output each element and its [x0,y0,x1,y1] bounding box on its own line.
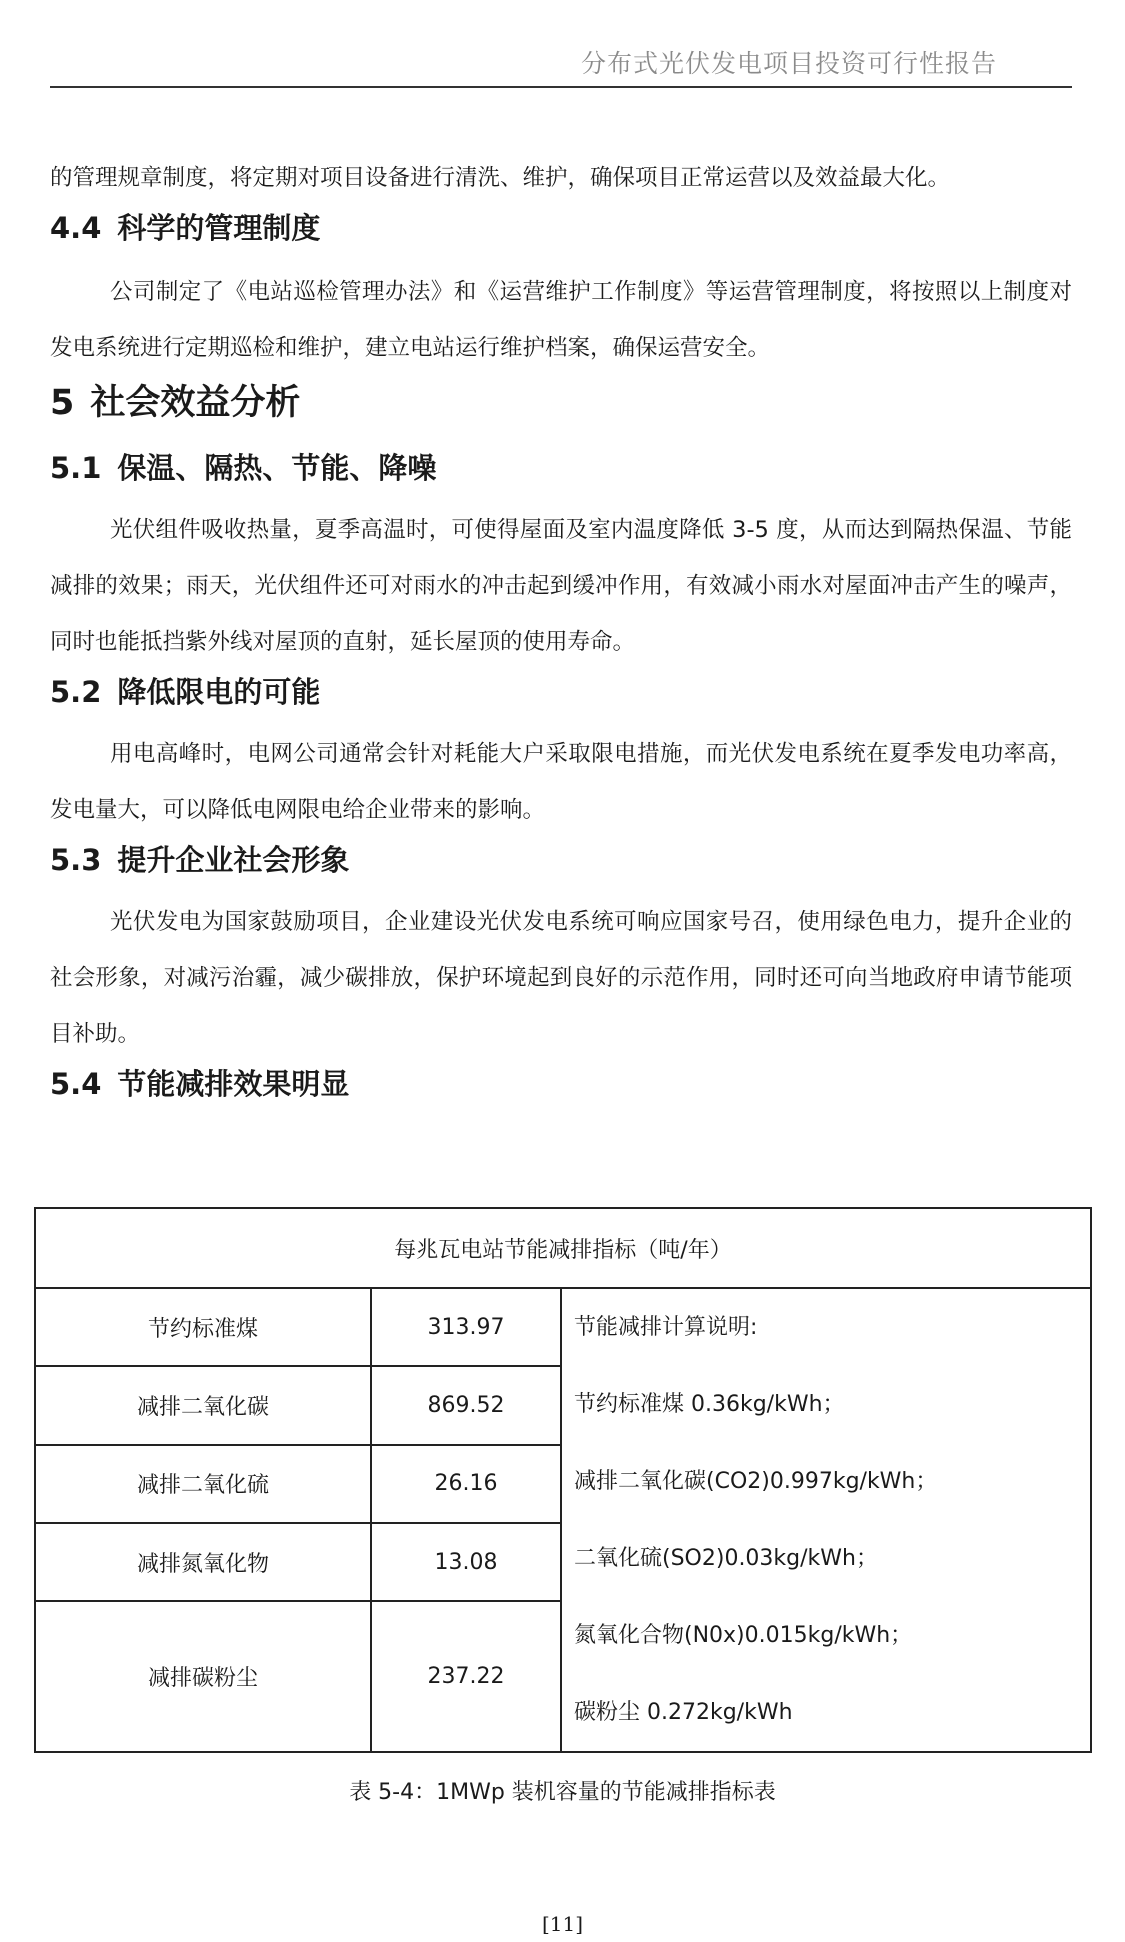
intro-paragraph: 的管理规章制度，将定期对项目设备进行清洗、维护，确保项目正常运营以及效益最大化。 [50,165,951,191]
table-header-row [35,1208,1091,1288]
page-header [50,40,1072,88]
header-title: 分布式光伏发电项目投资可行性报告 [580,49,997,78]
document-body [50,150,1072,1116]
indicator-name: 节约标准煤 [35,1288,371,1366]
section-number: 5.3 [50,843,102,877]
table-caption: 表 5-4：1MWp 装机容量的节能减排指标表 [349,1780,776,1805]
note-line: 碳粉尘 0.272kg/kWh [574,1700,793,1725]
note-line: 节约标准煤 0.36kg/kWh； [574,1392,845,1417]
indicator-value: 313.97 [371,1288,561,1366]
section-number: 5.4 [50,1067,102,1101]
heading-5-3 [50,838,1072,882]
section-number: 5 [50,383,75,423]
paragraph-5-2: 用电高峰时，电网公司通常会针对耗能大户采取限电措施，而光伏发电系统在夏季发电功率高，发电量大，可以降低电网限电给企业带来的影响。 [50,741,1072,823]
section-number: 4.4 [50,211,102,245]
section-title: 降低限电的可能 [117,675,321,709]
paragraph-5-3: 光伏发电为国家鼓励项目，企业建设光伏发电系统可响应国家号召，使用绿色电力，提升企业的社会形象，对减污治霾，减少碳排放，保护环境起到良好的示范作用，同时还可向当地政府申请节能项目补助。 [50,909,1072,1047]
indicator-value: 237.22 [371,1601,561,1752]
heading-5 [50,378,1072,428]
section-title: 社会效益分析 [90,383,301,423]
calculation-notes [561,1288,1091,1752]
table-row [35,1288,1091,1366]
section-title: 科学的管理制度 [117,211,321,245]
indicator-value: 13.08 [371,1523,561,1601]
section-title: 节能减排效果明显 [117,1067,350,1101]
indicator-value: 869.52 [371,1366,561,1444]
note-line: 减排二氧化碳(CO2)0.997kg/kWh； [574,1469,938,1494]
heading-5-4 [50,1062,1072,1106]
section-title: 保温、隔热、节能、降噪 [117,451,437,485]
page-number: [11] [541,1912,584,1936]
heading-5-2 [50,670,1072,714]
emission-reduction-table [34,1207,1092,1753]
note-line: 节能减排计算说明: [574,1315,758,1340]
indicator-value: 26.16 [371,1445,561,1523]
section-title: 提升企业社会形象 [117,843,350,877]
paragraph-5-1: 光伏组件吸收热量，夏季高温时，可使得屋面及室内温度降低 3-5 度，从而达到隔热保温、节能减排的效果；雨天，光伏组件还可对雨水的冲击起到缓冲作用，有效减小雨水对屋面冲击产生的噪声，同时也能抵挡紫外线对屋顶的直射，延长屋顶的使用寿命。 [50,517,1072,655]
note-line: 氮氧化合物(N0x)0.015kg/kWh； [574,1623,913,1648]
section-number: 5.2 [50,675,102,709]
indicator-name: 减排碳粉尘 [35,1601,371,1752]
indicator-name: 减排二氧化硫 [35,1445,371,1523]
heading-5-1 [50,446,1072,490]
indicator-name: 减排二氧化碳 [35,1366,371,1444]
indicator-name: 减排氮氧化物 [35,1523,371,1601]
table-title: 每兆瓦电站节能减排指标（吨/年） [35,1208,1091,1288]
note-line: 二氧化硫(SO2)0.03kg/kWh； [574,1546,878,1571]
section-number: 5.1 [50,451,102,485]
paragraph-4-4: 公司制定了《电站巡检管理办法》和《运营维护工作制度》等运营管理制度，将按照以上制度对发电系统进行定期巡检和维护，建立电站运行维护档案，确保运营安全。 [50,279,1072,361]
heading-4-4 [50,206,1072,250]
